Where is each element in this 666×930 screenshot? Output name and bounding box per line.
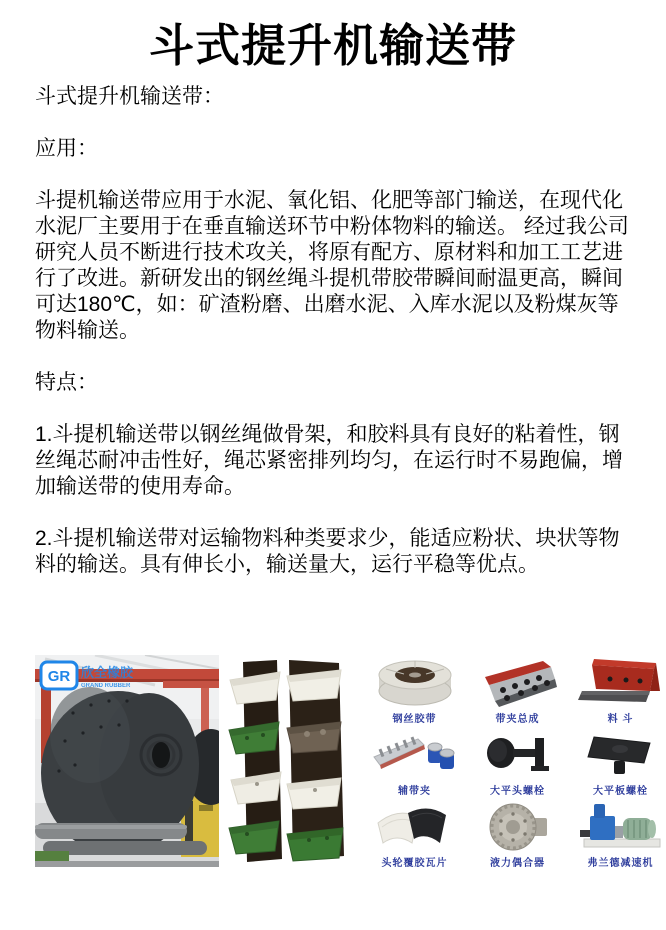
feature-1-paragraph: 1.斗提机输送带以钢丝绳做骨架，和胶料具有良好的粘着性，钢丝绳芯耐冲击性好，绳芯紧密排列均匀，在运行时不易跑偏，增加输送带的使用寿命。 <box>35 423 623 499</box>
application-heading: 应用： <box>35 137 98 161</box>
belt-clamp-assembly-icon <box>473 657 563 709</box>
aux-belt-clamp-icon <box>370 729 460 781</box>
feature-2-paragraph: 2.斗提机输送带对运输物料种类要求少，能适应粉状、块状等物料的输送。具有伸长小，输送量大，运行平稳等优点。 <box>35 527 620 577</box>
product-label: 带夹总成 <box>495 714 540 725</box>
lagging-tiles-icon <box>370 801 460 853</box>
products-grid <box>363 657 666 873</box>
fluid-coupling-icon <box>473 801 563 853</box>
steel-cord-belt-icon <box>370 657 460 709</box>
logo-monogram: GR <box>47 668 71 685</box>
intro-line: 斗式提升机输送带： <box>35 85 224 109</box>
product-label: 液力偶合器 <box>490 858 545 869</box>
product-label: 辅带夹 <box>398 786 431 797</box>
bucket-taupe <box>287 722 341 753</box>
product-cell-gear-reducer <box>569 801 666 873</box>
product-cell-steel-cord-belt <box>363 657 466 729</box>
gear-reducer-icon <box>576 801 666 853</box>
product-cell-aux-belt-clamp <box>363 729 466 801</box>
product-label: 大平板螺栓 <box>593 786 648 797</box>
bucket-green-3 <box>287 828 343 861</box>
product-label: 料 斗 <box>607 714 634 725</box>
product-cell-belt-clamp-assembly <box>466 657 569 729</box>
logo-name-cn: 欣全橡胶 <box>81 665 134 680</box>
logo-name-en: GRAND RUBBER <box>81 683 131 689</box>
product-label: 弗兰德减速机 <box>587 858 654 869</box>
factory-belt-roll-photo <box>35 655 219 867</box>
body-text <box>35 84 637 578</box>
product-cell-lagging-tiles <box>363 801 466 873</box>
bucket-white-4 <box>287 778 341 809</box>
bucket-white-2 <box>287 670 341 701</box>
product-cell-fluid-coupling <box>466 801 569 873</box>
product-label: 头轮覆胶瓦片 <box>381 858 448 869</box>
hopper-icon <box>576 657 666 709</box>
page-title: 斗式提升机输送带 <box>148 20 517 71</box>
product-images-row <box>35 655 666 873</box>
bucket-display-photo <box>227 658 353 865</box>
product-cell-hopper <box>569 657 666 729</box>
features-heading: 特点： <box>35 371 98 395</box>
flat-head-bolt-icon <box>473 729 563 781</box>
grand-rubber-logo <box>41 662 134 689</box>
product-cell-flat-plate-bolt <box>569 729 666 801</box>
flat-plate-bolt-icon <box>576 729 666 781</box>
application-paragraph: 斗提机输送带应用于水泥、氧化铝、化肥等部门输送，在现代化水泥厂主要用于在垂直输送环节中粉体物料的输送。 经过我公司研究人员不断进行技术攻关，将原有配方、原材料和加工工艺进行了改进。新研发出的钢丝绳斗提机带胶带瞬间耐温更高，瞬间可达180℃，如：矿渣粉磨、出磨水泥、入库水泥以及粉煤灰等物料输送。 <box>35 189 629 343</box>
product-cell-flat-head-bolt <box>466 729 569 801</box>
product-label: 钢丝胶带 <box>392 714 437 725</box>
product-label: 大平头螺栓 <box>490 786 545 797</box>
